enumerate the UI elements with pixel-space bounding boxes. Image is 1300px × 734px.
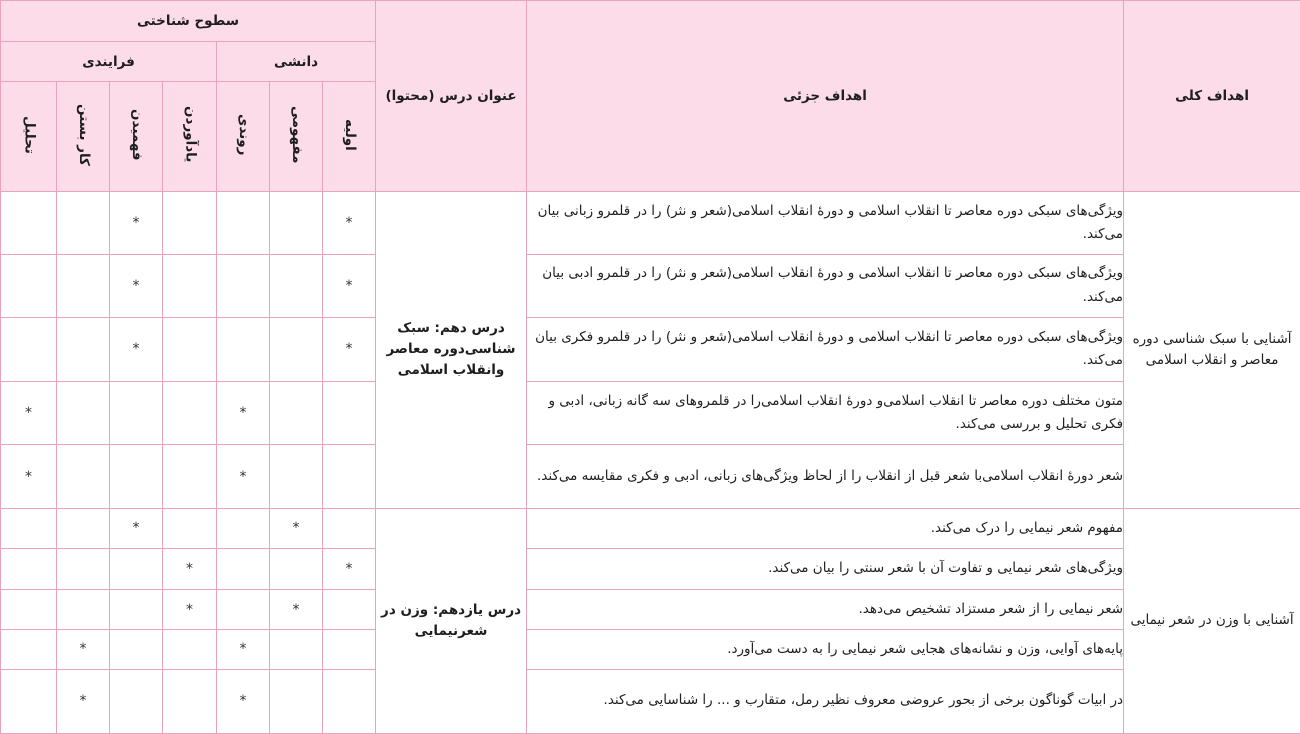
level-mark-cell xyxy=(1,317,57,381)
level-mark-cell xyxy=(110,445,163,508)
level-mark-cell xyxy=(57,382,110,445)
level-mark-cell xyxy=(217,192,270,255)
level-mark-cell: * xyxy=(110,508,163,548)
table-row xyxy=(1,590,1300,630)
level-mark-cell xyxy=(1,630,57,669)
level-mark-cell xyxy=(323,445,376,508)
level-mark-cell xyxy=(57,255,110,317)
level-mark-cell: * xyxy=(110,317,163,381)
header-level-understanding xyxy=(110,82,163,192)
level-mark-cell: * xyxy=(270,508,323,548)
level-mark-cell xyxy=(217,255,270,317)
level-mark-cell xyxy=(270,192,323,255)
table-row xyxy=(1,445,1300,508)
table-row xyxy=(1,630,1300,669)
header-level-label: یادآوردن xyxy=(182,106,199,163)
header-level-label: اولیه xyxy=(341,118,358,151)
level-mark-cell xyxy=(163,508,217,548)
level-mark-cell xyxy=(110,590,163,630)
table-row xyxy=(1,669,1300,733)
level-mark-cell xyxy=(110,548,163,589)
general-goal-cell: آشنایی با سبک شناسی دوره معاصر و انقلاب اسلامی xyxy=(1124,192,1300,509)
header-lesson-title: عنوان درس (محتوا) xyxy=(376,1,527,192)
level-mark-cell xyxy=(323,382,376,445)
level-mark-cell xyxy=(217,508,270,548)
specific-goal-cell: متون مختلف دوره معاصر تا انقلاب اسلامی‌و دورهٔ انقلاب اسلامی‌را در قلمروهای سه گانه زبانی، ادبی و فکری تحلیل و بررسی می‌کند. xyxy=(527,382,1124,445)
level-mark-cell: * xyxy=(323,548,376,589)
level-mark-cell xyxy=(270,255,323,317)
level-mark-cell: * xyxy=(217,669,270,733)
level-mark-cell: * xyxy=(163,590,217,630)
header-specific-goals: اهداف جزئی xyxy=(527,1,1124,192)
table-body xyxy=(1,192,1300,734)
level-mark-cell: * xyxy=(163,548,217,589)
level-mark-cell xyxy=(270,548,323,589)
level-mark-cell xyxy=(323,508,376,548)
level-mark-cell xyxy=(270,317,323,381)
level-mark-cell xyxy=(110,630,163,669)
specific-goal-cell: ویژگی‌های شعر نیمایی و تفاوت آن با شعر سنتی را بیان می‌کند. xyxy=(527,548,1124,589)
header-level-procedural xyxy=(217,82,270,192)
level-mark-cell: * xyxy=(217,630,270,669)
table-row xyxy=(1,192,1300,255)
header-level-label: روندی xyxy=(235,113,252,156)
level-mark-cell: * xyxy=(217,445,270,508)
level-mark-cell xyxy=(1,192,57,255)
lesson-title-cell: درس یازدهم: وزن در شعر‌نیمایی xyxy=(376,508,527,733)
level-mark-cell xyxy=(1,508,57,548)
level-mark-cell xyxy=(323,669,376,733)
level-mark-cell: * xyxy=(323,255,376,317)
level-mark-cell xyxy=(323,630,376,669)
level-mark-cell xyxy=(110,669,163,733)
specific-goal-cell: شعر دورهٔ انقلاب اسلامی‌با شعر قبل از انقلاب را از لحاظ ویژگی‌های زبانی، ادبی و فکری مقایسه می‌کند. xyxy=(527,445,1124,508)
header-level-label: فهمیدن xyxy=(128,108,145,161)
level-mark-cell: * xyxy=(1,382,57,445)
header-level-label: کار بستن xyxy=(75,103,92,166)
table-row xyxy=(1,255,1300,317)
specific-goal-cell: ویژگی‌های سبکی دوره معاصر تا انقلاب اسلامی و دورهٔ انقلاب اسلامی(شعر و نثر) را در قلمرو فکری بیان می‌کند. xyxy=(527,317,1124,381)
table-row xyxy=(1,317,1300,381)
header-level-applying xyxy=(57,82,110,192)
level-mark-cell xyxy=(1,669,57,733)
header-level-label: مفهومی xyxy=(288,105,305,164)
header-knowledge: دانشی xyxy=(217,42,376,82)
level-mark-cell xyxy=(57,192,110,255)
level-mark-cell xyxy=(163,255,217,317)
specific-goal-cell: شعر نیمایی را از شعر مستزاد تشخیص می‌دهد. xyxy=(527,590,1124,630)
level-mark-cell: * xyxy=(270,590,323,630)
header-level-analyzing xyxy=(1,82,57,192)
level-mark-cell xyxy=(217,317,270,381)
level-mark-cell xyxy=(57,445,110,508)
level-mark-cell: * xyxy=(323,317,376,381)
level-mark-cell: * xyxy=(57,669,110,733)
level-mark-cell: * xyxy=(217,382,270,445)
level-mark-cell: * xyxy=(110,192,163,255)
level-mark-cell xyxy=(110,382,163,445)
level-mark-cell xyxy=(57,317,110,381)
level-mark-cell xyxy=(1,590,57,630)
level-mark-cell xyxy=(217,548,270,589)
general-goal-cell: آشنایی با وزن در شعر نیمایی xyxy=(1124,508,1300,733)
level-mark-cell xyxy=(163,382,217,445)
header-level-remembering xyxy=(163,82,217,192)
level-mark-cell xyxy=(270,669,323,733)
table-header xyxy=(1,1,1300,192)
level-mark-cell xyxy=(163,669,217,733)
table-row xyxy=(1,382,1300,445)
level-mark-cell xyxy=(163,445,217,508)
level-mark-cell: * xyxy=(323,192,376,255)
level-mark-cell xyxy=(1,255,57,317)
level-mark-cell: * xyxy=(57,630,110,669)
header-cognitive-levels: سطوح شناختی xyxy=(1,1,376,42)
specific-goal-cell: در ابیات گوناگون برخی از بحور عروضی معروف نظیر رمل، متقارب و ... را شناسایی می‌کند. xyxy=(527,669,1124,733)
level-mark-cell xyxy=(163,192,217,255)
level-mark-cell: * xyxy=(1,445,57,508)
level-mark-cell xyxy=(163,317,217,381)
level-mark-cell xyxy=(270,382,323,445)
table-row xyxy=(1,548,1300,589)
header-level-conceptual xyxy=(270,82,323,192)
level-mark-cell xyxy=(57,508,110,548)
header-level-label: تحلیل xyxy=(21,115,38,154)
level-mark-cell xyxy=(57,590,110,630)
header-process: فرایندی xyxy=(1,42,217,82)
level-mark-cell xyxy=(323,590,376,630)
level-mark-cell: * xyxy=(110,255,163,317)
header-general-goals: اهداف کلی xyxy=(1124,1,1300,192)
level-mark-cell xyxy=(270,630,323,669)
specific-goal-cell: ویژگی‌های سبکی دوره معاصر تا انقلاب اسلامی و دورهٔ انقلاب اسلامی(شعر و نثر) را در قلمرو زبانی بیان می‌کند. xyxy=(527,192,1124,255)
level-mark-cell xyxy=(217,590,270,630)
header-level-primary xyxy=(323,82,376,192)
specific-goal-cell: مفهوم شعر نیمایی را درک می‌کند. xyxy=(527,508,1124,548)
specific-goal-cell: پایه‌های آوایی، وزن و نشانه‌های هجایی شعر نیمایی را به دست می‌آورد. xyxy=(527,630,1124,669)
level-mark-cell xyxy=(163,630,217,669)
specific-goal-cell: ویژگی‌های سبکی دوره معاصر تا انقلاب اسلامی و دورهٔ انقلاب اسلامی(شعر و نثر) را در قلمرو ادبی بیان می‌کند. xyxy=(527,255,1124,317)
level-mark-cell xyxy=(57,548,110,589)
table-row xyxy=(1,508,1300,548)
lesson-title-cell: درس دهم: سبک شناسی‌دوره معاصر وانقلاب اسلامی xyxy=(376,192,527,509)
level-mark-cell xyxy=(270,445,323,508)
level-mark-cell xyxy=(1,548,57,589)
